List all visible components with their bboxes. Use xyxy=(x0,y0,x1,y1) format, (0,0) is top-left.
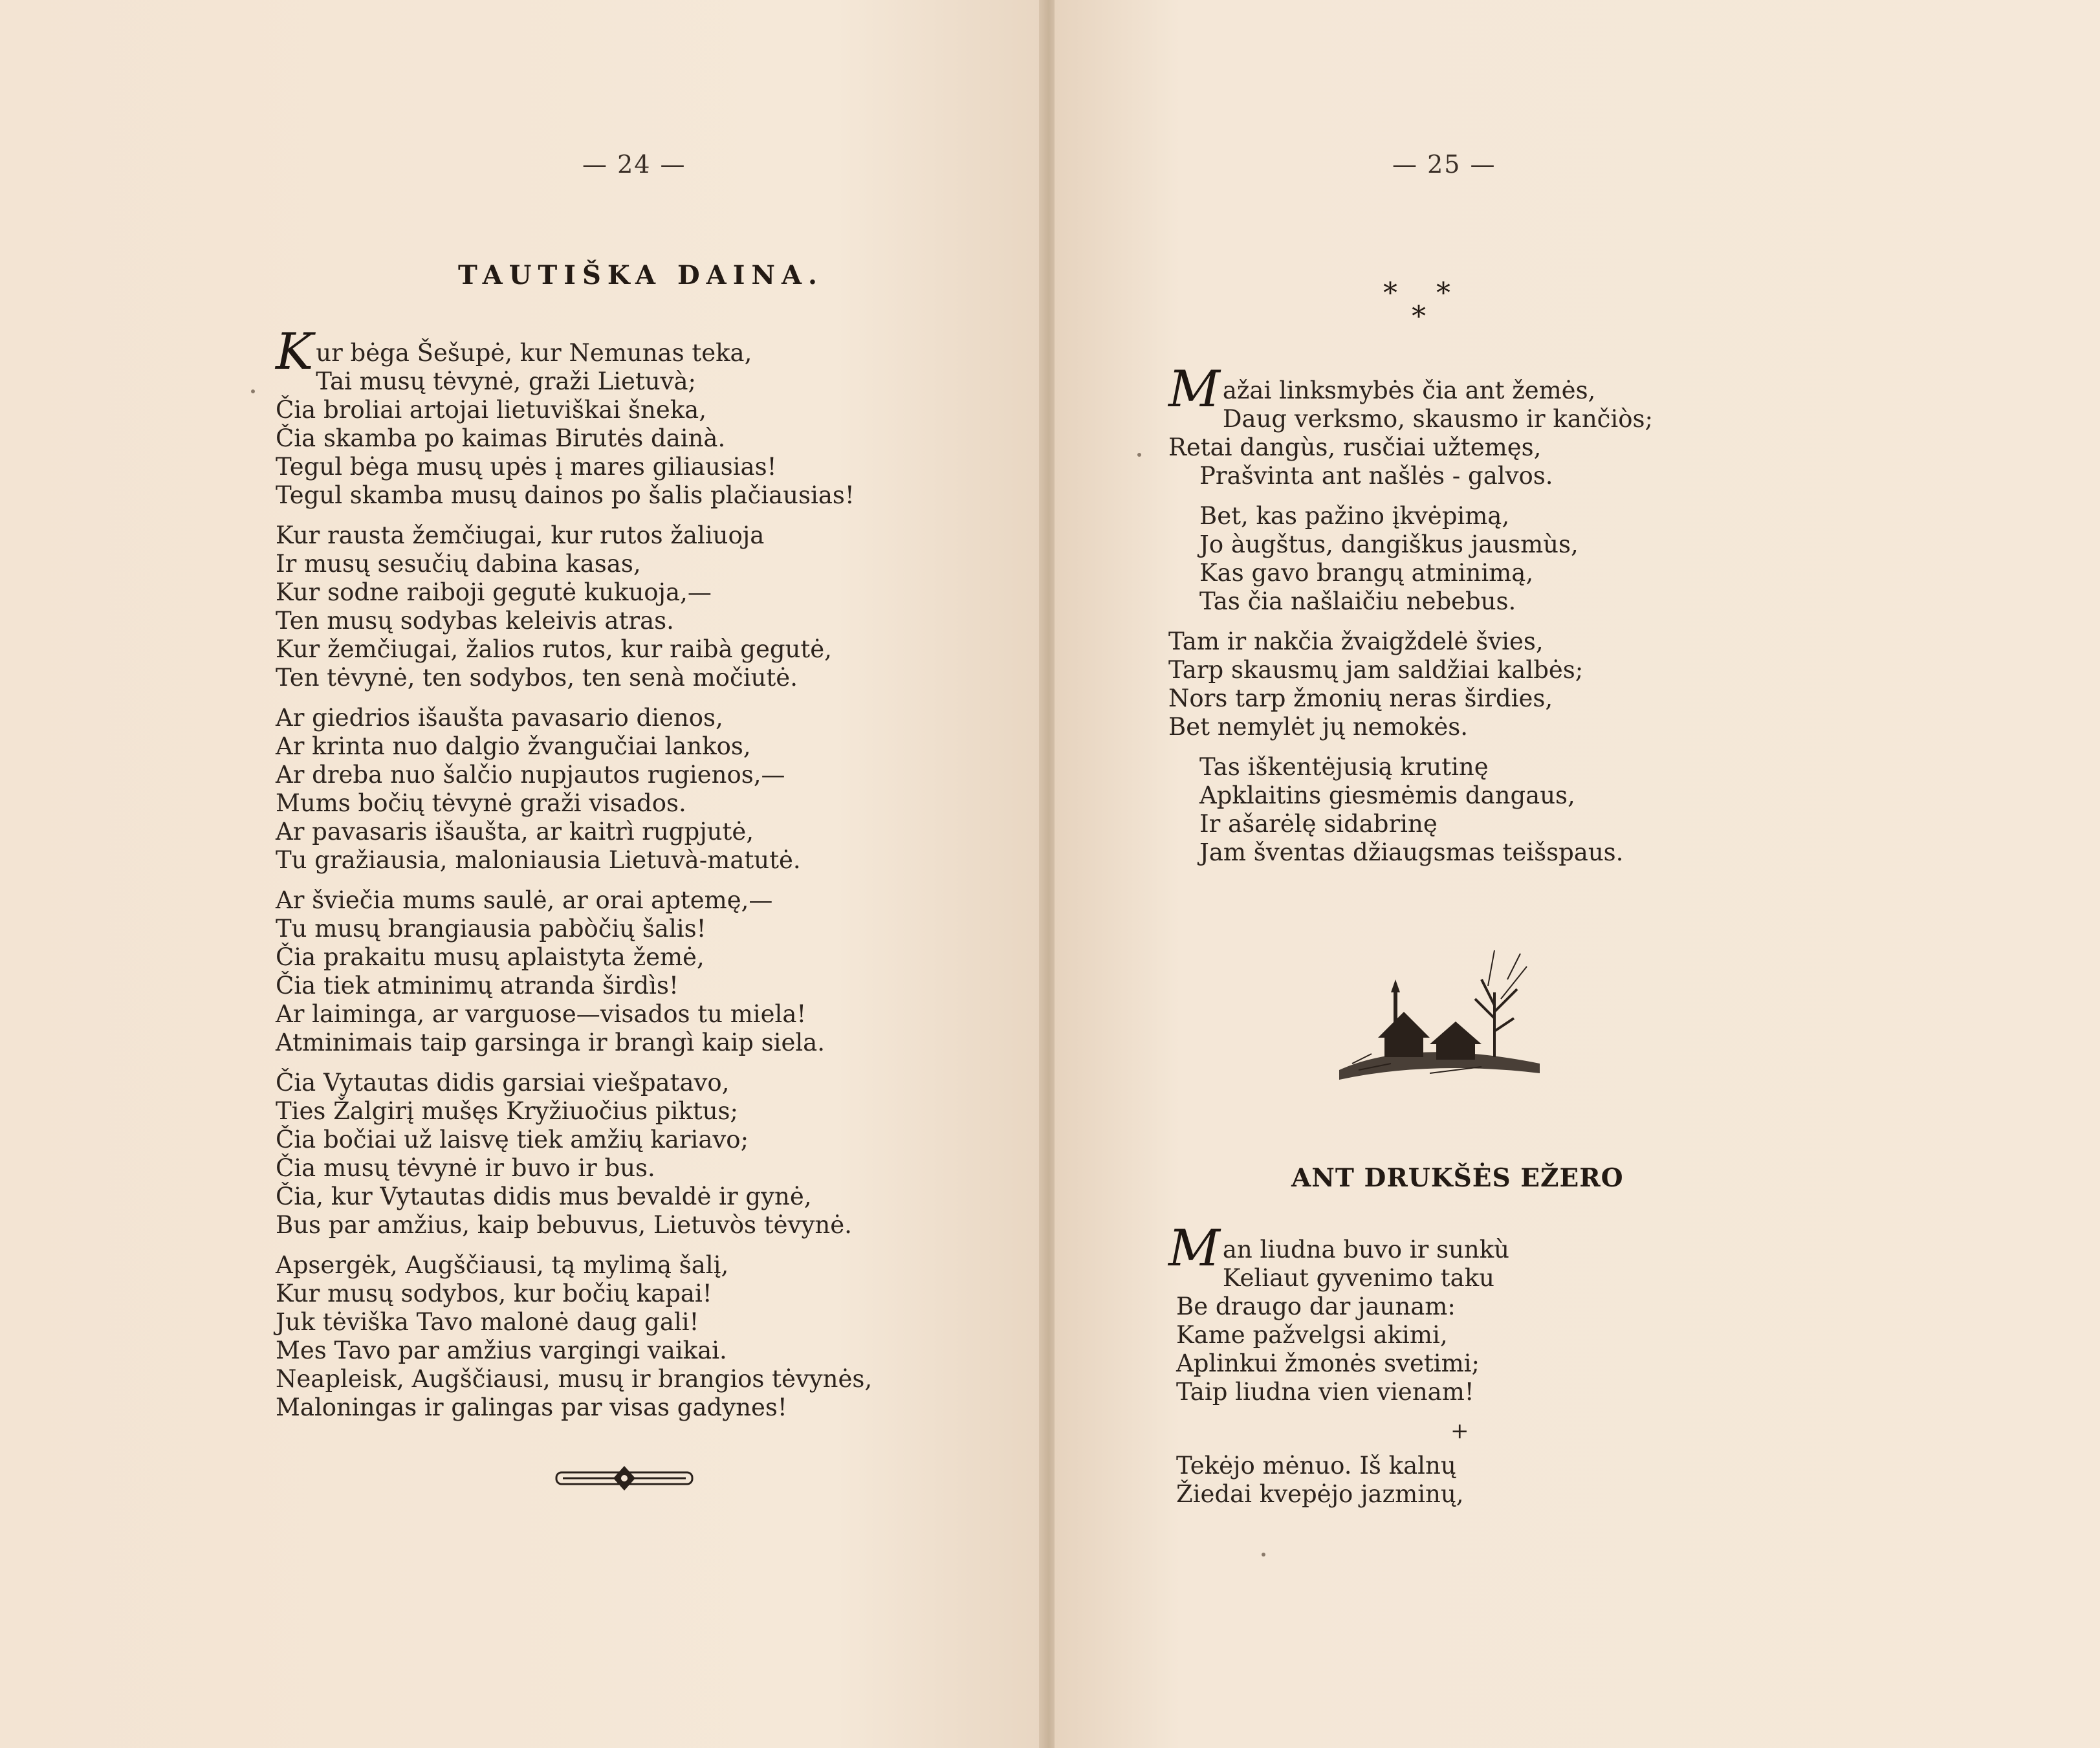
verse-line: Čia musų tėvynė ir buvo ir bus. xyxy=(276,1154,655,1182)
verse-line: Ten tėvynė, ten sodybos, ten senà močiutė. xyxy=(276,664,798,692)
verse-line: Nors tarp žmonių neras širdies, xyxy=(1168,684,1553,712)
verse-line: Ar giedrios išaušta pavasario dienos, xyxy=(276,704,723,732)
poem-text-right-1 xyxy=(1168,360,1653,879)
stanza xyxy=(276,1251,872,1422)
stanza xyxy=(1168,753,1630,867)
verse-line: Ties Žalgirį mušęs Kryžiuočius piktus; xyxy=(276,1097,738,1125)
verse-line: Bus par amžius, kaip bebuvus, Lietuvòs tėvynė. xyxy=(276,1211,852,1239)
verse-line: Tegul skamba musų dainos po šalis plačiausias! xyxy=(276,481,855,509)
star-icon: * xyxy=(1412,300,1426,333)
verse-line: Taip liudna vien vienam! xyxy=(1176,1378,1474,1406)
stanza xyxy=(276,886,872,1057)
stanza xyxy=(276,323,872,510)
verse-line: Ar krinta nuo dalgio žvangučiai lankos, xyxy=(276,732,751,760)
ornament-divider-icon xyxy=(555,1463,694,1493)
stanza xyxy=(1168,1452,1463,1509)
drop-cap-letter: M xyxy=(1168,360,1220,419)
verse-line: Tu musų brangiausia pabòčių šalis! xyxy=(276,915,706,943)
verse-line: Kur žemčiugai, žalios rutos, kur raibà gegutė, xyxy=(276,635,832,663)
page-number-right: — 25 — xyxy=(1392,150,1496,179)
stanza xyxy=(276,521,872,692)
verse-line: Keliaut gyvenimo taku xyxy=(1222,1264,1494,1292)
stanza xyxy=(1168,628,1630,741)
poem-title-tautiska-daina: TAUTIŠKA DAINA. xyxy=(458,260,824,290)
verse-line: Kas gavo brangų atminimą, xyxy=(1199,559,1534,587)
verse-line: Čia tiek atminimų atranda širdìs! xyxy=(276,972,679,1000)
verse-line: Maloningas ir galingas par visas gadynes! xyxy=(276,1393,787,1421)
verse-line: Mes Tavo par amžius vargingi vaikai. xyxy=(276,1337,727,1364)
verse-line: Ir musų sesučių dabina kasas, xyxy=(276,550,641,578)
poem-text-left xyxy=(276,323,873,1434)
drop-cap-letter: M xyxy=(1168,1219,1220,1278)
verse-line: Kame pažvelgsi akimi, xyxy=(1176,1321,1448,1349)
verse-line: Čia, kur Vytautas didis mus bevaldė ir gynė, xyxy=(276,1183,812,1210)
verse-line: Apklaitins giesmėmis dangaus, xyxy=(1199,781,1575,809)
paper-speck xyxy=(251,389,255,393)
verse-line: Tas čia našlaičiu nebebus. xyxy=(1199,587,1516,615)
verse-line: Ar pavasaris išaušta, ar kaitrì rugpjutė, xyxy=(276,818,754,846)
stanza xyxy=(1168,502,1630,616)
poem-text-right-2 xyxy=(1168,1219,1509,1418)
verse-line: Aplinkui žmonės svetimi; xyxy=(1176,1349,1480,1377)
paper-speck xyxy=(1137,453,1141,457)
verse-line: Tu gražiausia, maloniausia Lietuvà-matutė. xyxy=(276,846,801,874)
verse-line: Kur bėga Šešupė, kur Nemunas teka, xyxy=(276,323,752,381)
verse-line: Bet, kas pažino įkvėpimą, xyxy=(1199,502,1510,530)
page-number-left: — 24 — xyxy=(582,150,686,179)
verse-line: Neapleisk, Augščiausi, musų ir brangios tėvynės, xyxy=(276,1365,873,1393)
verse-line: Tam ir nakčia žvaigždelė švies, xyxy=(1168,628,1544,655)
star-icon: * xyxy=(1383,277,1397,310)
stanza xyxy=(276,704,872,875)
paper-speck xyxy=(1262,1553,1265,1557)
verse-line: Ten musų sodybas keleivis atras. xyxy=(276,607,674,635)
verse-line: Kur rausta žemčiugai, kur rutos žaliuoja xyxy=(276,521,765,549)
verse-line: Bet nemylėt jų nemokės. xyxy=(1168,713,1469,741)
verse-line: Čia skamba po kaimas Birutės dainà. xyxy=(276,424,726,452)
verse-line: Daug verksmo, skausmo ir kančiòs; xyxy=(1222,405,1653,433)
verse-line: Žiedai kvepėjo jazminų, xyxy=(1176,1480,1464,1508)
verse-line: Čia prakaitu musų aplaistyta žemė, xyxy=(276,943,705,971)
verse-line: Mums bočių tėvynė graži visados. xyxy=(276,789,686,817)
verse-line: Atminimais taip garsinga ir brangì kaip siela. xyxy=(276,1029,825,1056)
verse-line: Tarp skausmų jam saldžiai kalbės; xyxy=(1168,656,1584,684)
verse-line: Tegul bėga musų upės į mares giliausias! xyxy=(276,453,777,481)
verse-line: Tas iškentėjusią krutinę xyxy=(1199,753,1489,781)
verse-line: Tai musų tėvynė, graži Lietuvà; xyxy=(316,367,696,395)
stanza xyxy=(1168,360,1653,490)
verse-line: Kur musų sodybos, kur bočių kapai! xyxy=(276,1280,712,1307)
verse-line: Čia bočiai už laisvę tiek amžių kariavo; xyxy=(276,1126,749,1153)
verse-line: Jam šventas džiaugsmas teišspaus. xyxy=(1199,838,1624,866)
verse-line: Apsergėk, Augščiausi, tą mylimą šalį, xyxy=(276,1251,729,1279)
poem-title-ant-druksės-ezero: ANT DRUKŠĖS EŽERO xyxy=(1291,1163,1624,1193)
poem-text-right-3 xyxy=(1168,1452,1463,1520)
drop-cap-letter: K xyxy=(276,323,314,381)
stanza xyxy=(1168,1219,1509,1406)
verse-line: Čia broliai artojai lietuviškai šneka, xyxy=(276,396,706,424)
verse-line: Man liudna buvo ir sunkù xyxy=(1168,1219,1509,1278)
winter-village-vignette-icon xyxy=(1333,941,1546,1096)
star-icon: * xyxy=(1436,277,1450,310)
section-separator-cross-icon: + xyxy=(1450,1418,1469,1444)
stanza xyxy=(276,1069,872,1240)
verse-line: Ar šviečia mums saulė, ar orai aptemę,— xyxy=(276,886,773,914)
verse-line: Juk tėviška Tavo malonė daug gali! xyxy=(276,1308,699,1336)
verse-line: Ar dreba nuo šalčio nupjautos rugienos,— xyxy=(276,761,785,789)
verse-line: Jo àugštus, dangiškus jausmùs, xyxy=(1199,530,1579,558)
verse-line: Retai dangùs, rusčiai užtemęs, xyxy=(1168,433,1542,461)
verse-line: Mažai linksmybės čia ant žemės, xyxy=(1168,360,1596,419)
verse-line: Kur sodne raiboji gegutė kukuoja,— xyxy=(276,578,712,606)
verse-line: Be draugo dar jaunam: xyxy=(1176,1293,1456,1320)
verse-line: Ir ašarėlę sidabrinę xyxy=(1199,810,1438,838)
verse-line: Tekėjo mėnuo. Iš kalnų xyxy=(1176,1452,1456,1480)
verse-line: Ar laiminga, ar varguose—visados tu miela! xyxy=(276,1000,807,1028)
verse-line: Prašvinta ant našlės - galvos. xyxy=(1199,462,1553,490)
verse-line: Čia Vytautas didis garsiai viešpatavo, xyxy=(276,1069,730,1097)
